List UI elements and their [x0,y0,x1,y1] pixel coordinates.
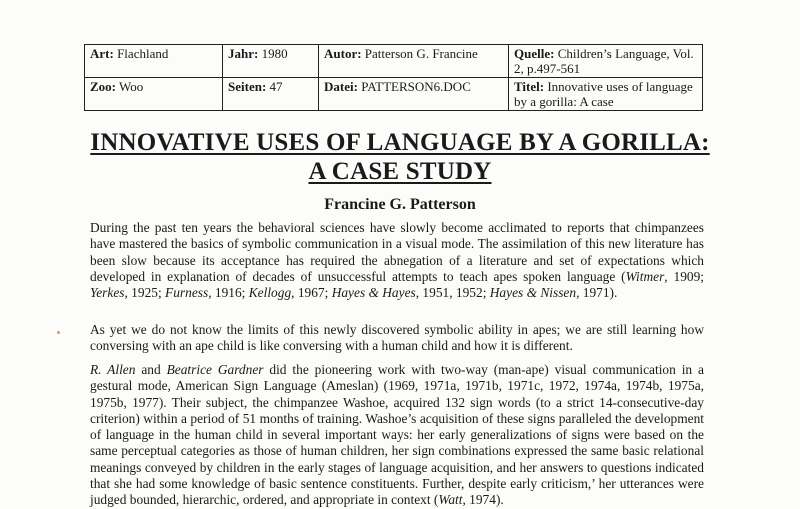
citation-author: Watt [438,492,463,508]
art-value: Flachland [117,46,169,61]
paragraph-3 [90,362,704,509]
citation-author: Kellogg [248,285,292,301]
jahr-cell [223,45,319,78]
metadata-row [85,78,703,111]
citation-year: , 1967; [291,285,332,301]
metadata-table [84,44,703,111]
quelle-value: Children’s Language, Vol. 2, p.497-561 [514,46,694,76]
zoo-cell [85,78,223,111]
art-cell [85,45,223,78]
jahr-value: 1980 [261,46,288,61]
jahr-label: Jahr: [228,46,259,61]
citation-year: , 1925; [124,285,166,301]
citation-author: Hayes & Hayes [331,285,416,301]
paragraph-text: and [135,362,167,377]
seiten-value: 47 [269,79,283,94]
paragraph-text: During the past ten years the behavioral sciences have slowly become acclimated to reports that chimpanzees have mastered the basics of symbolic communication in a visual mode. The assimilation of this new literature has been slow because its acceptance has required the abnegation of a literature and set of expectations which developed in explanation of decades of unsuccessful attempts to teach apes spoken language ( [90,220,704,284]
quelle-label: Quelle: [514,46,555,61]
citation-year: , 1971). [576,285,618,301]
autor-value: Patterson G. Francine [364,46,478,61]
titel-cell [509,78,703,111]
autor-cell [319,45,509,78]
citation-year: , 1916; [208,285,249,301]
art-label: Art: [90,46,114,61]
datei-value: PATTERSON6.DOC [361,79,471,94]
citation-author: R. Allen [90,362,136,377]
scan-speck [57,331,60,334]
citation-author: Witmer [625,268,665,284]
citation-author: Beatrice Gardner [166,362,264,377]
paragraph-text: , 1974). [462,492,504,508]
seiten-label: Seiten: [228,79,267,94]
title-line-2: A CASE STUDY [308,158,492,185]
citation-year: , 1951, 1952; [415,285,490,301]
citation-year: , 1909; [664,268,704,284]
citation-author: Yerkes [90,285,125,301]
autor-label: Autor: [324,46,362,61]
seiten-cell [223,78,319,111]
document-title [60,128,740,186]
titel-value: Innovative uses of language by a gorilla: A case [514,79,693,109]
citation-author: Furness [165,285,209,301]
metadata-row [85,45,703,78]
titel-label: Titel: [514,79,545,94]
datei-cell [319,78,509,111]
zoo-label: Zoo: [90,79,116,94]
paragraph-text: did the pioneering work with two-way (man-ape) visual communication in a gestural mode, American Sign Language (Ameslan) (1969, 1971a, 1971b, 1971c, 1972, 1974a, 1974b, 1975a, 1975b, 1977). Their subject, the chimpanzee Washoe, acquired 132 sign words (to a strict 14-consecutive-day criterion) within a period of 51 months of training. Washoe’s acquisition of these signs paralleled the development of language in the human child in several important ways: her early generalizations of signs were based on the same perceptual categories as those of human children, her sign combinations expressed the same basic relational meanings conveyed by children in the early stages of language acquisition, and her answers to questions indicated that she had some knowledge of basic sentence constituents. Further, despite early criticism,’ her utterances were judged bounded, hierarchic, ordered, and appropriate in context ( [90,362,704,508]
quelle-cell [509,45,703,78]
paragraph-2: As yet we do not know the limits of this newly discovered symbolic ability in apes; we are still learning how conversing with an ape child is like conversing with a human child and how it is different. [90,322,704,354]
datei-label: Datei: [324,79,358,94]
citation-author: Hayes & Nissen [489,285,577,301]
zoo-value: Woo [119,79,144,94]
title-line-1: INNOVATIVE USES OF LANGUAGE BY A GORILLA: [90,129,710,156]
paragraph-1 [90,220,704,301]
author-name: Francine G. Patterson [324,196,476,213]
